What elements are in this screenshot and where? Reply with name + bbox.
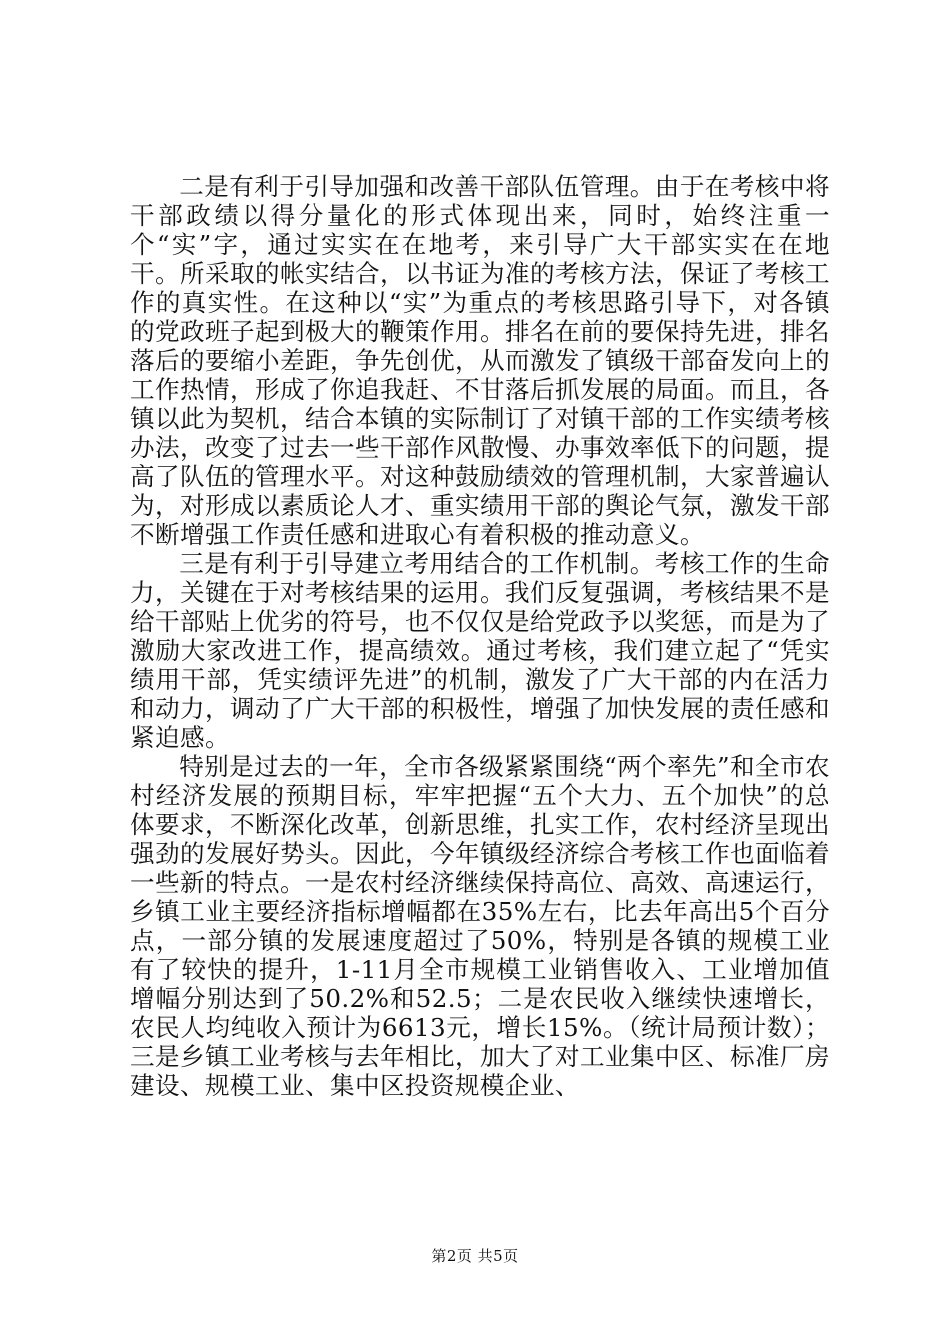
page-number-footer: 第2页 共5页 [431,1247,519,1265]
paragraph-3-mechanism: 三是有利于引导建立考用结合的工作机制。考核工作的生命力，关键在于对考核结果的运用。我们反复强调，考核结果不是给干部贴上优劣的符号，也不仅仅是给党政予以奖惩，而是为了激励大家改进工作，提高绩效。通过考核，我们建立起了“凭实绩用干部，凭实绩评先进”的机制，激发了广大干部的内在活力和动力，调动了广大干部的积极性，增强了加快发展的责任感和紧迫感。 [130,549,830,752]
paragraph-special-year: 特别是过去的一年，全市各级紧紧围绕“两个率先”和全市农村经济发展的预期目标，牢牢把握“五个大力、五个加快”的总体要求，不断深化改革，创新思维，扎实工作，农村经济呈现出强劲的发展好势头。因此，今年镇级经济综合考核工作也面临着一些新的特点。一是农村经济继续保持高位、高效、高速运行，乡镇工业主要经济指标增幅都在35%左右，比去年高出5个百分点，一部分镇的发展速度超过了50%，特别是各镇的规模工业有了较快的提升，1-11月全市规模工业销售收入、工业增加值增幅分别达到了50.2%和52.5；二是农民收入继续快速增长，农民人均纯收入预计为6613元，增长15%。（统计局预计数）；三是乡镇工业考核与去年相比，加大了对工业集中区、标准厂房建设、规模工业、集中区投资规模企业、 [130,752,830,1100]
paragraph-2-management: 二是有利于引导加强和改善干部队伍管理。由于在考核中将干部政绩以得分量化的形式体现出来，同时，始终注重一个“实”字，通过实实在在地考，来引导广大干部实实在在地干。所采取的帐实结合，以书证为准的考核方法，保证了考核工作的真实性。在这种以“实”为重点的考核思路引导下，对各镇的党政班子起到极大的鞭策作用。排名在前的要保持先进，排名落后的要缩小差距，争先创优，从而激发了镇级干部奋发向上的工作热情，形成了你追我赶、不甘落后抓发展的局面。而且，各镇以此为契机，结合本镇的实际制订了对镇干部的工作实绩考核办法，改变了过去一些干部作风散慢、办事效率低下的问题，提高了队伍的管理水平。对这种鼓励绩效的管理机制，大家普遍认为，对形成以素质论人才、重实绩用干部的舆论气氛，激发干部不断增强工作责任感和进取心有着积极的推动意义。 [130,172,830,549]
document-body [130,172,830,1100]
